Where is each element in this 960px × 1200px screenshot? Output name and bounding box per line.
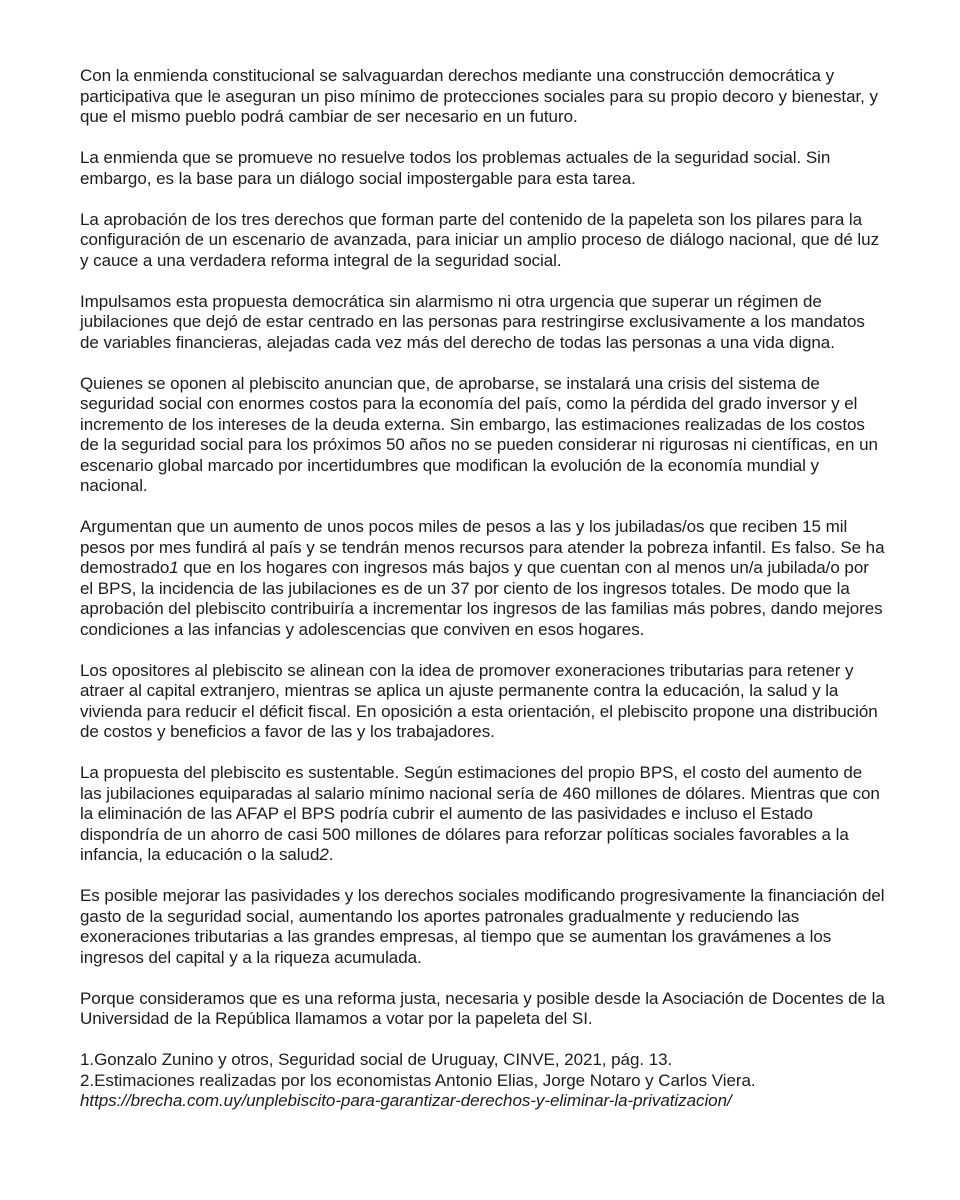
source-link[interactable]: https://brecha.com.uy/unplebiscito-para-garantizar-derechos-y-eliminar-la-privatizacion/	[80, 1091, 732, 1110]
paragraph-enmienda-constitucional: Con la enmienda constitucional se salvaguardan derechos mediante una construcción democrática y participativa que le aseguran un piso mínimo de protecciones sociales para su propio decoro y bienestar, y que el mismo pueblo podrá cambiar de ser necesario en un futuro.	[80, 66, 878, 126]
paragraph-argumentan	[80, 517, 886, 640]
paragraph-quienes-se-oponen: Quienes se oponen al plebiscito anuncian que, de aprobarse, se instalará una crisis del sistema de seguridad social con enormes costos para la economía del país, como la pérdida del grado inversor y el incremento de los intereses de la deuda externa. Sin embargo, las estimaciones realizadas de los costos de la seguridad social para los próximos 50 años no se pueden considerar ni rigurosas ni científicas, en un escenario global marcado por incertidumbres que modifican la evolución de la economía mundial y nacional.	[80, 373, 878, 495]
paragraph-argumentan-text-b: que en los hogares con ingresos más bajos y que cuentan con al menos un/a jubilada/o por el BPS, la incidencia de las jubilaciones es de un 37 por ciento de los ingresos totales. De modo que la aprobación del plebiscito contribuiría a incrementar los ingresos de las familias más pobres, dando mejores condiciones a las infancias y adolescencias que conviven en esos hogares.	[80, 558, 883, 639]
footnotes	[80, 1050, 886, 1112]
paragraph-impulsamos: Impulsamos esta propuesta democrática sin alarmismo ni otra urgencia que superar un régimen de jubilaciones que dejó de estar centrado en las personas para restringirse exclusivamente a los mandatos de variables financieras, alejadas cada vez más del derecho de todas las personas a una vida digna.	[80, 291, 865, 352]
footnote-2: 2.Estimaciones realizadas por los economistas Antonio Elias, Jorge Notaro y Carlos Viera.	[80, 1070, 756, 1090]
paragraph-porque-consideramos: Porque consideramos que es una reforma justa, necesaria y posible desde la Asociación de Docentes de la Universidad de la República llamamos a votar por la papeleta del SI.	[80, 988, 885, 1028]
paragraph-opositores: Los opositores al plebiscito se alinean con la idea de promover exoneraciones tributarias para retener y atraer al capital extranjero, mientras se aplica un ajuste permanente contra la educación, la salud y la vivienda para reducir el déficit fiscal. En oposición a esta orientación, el plebiscito propone una distribución de costos y beneficios a favor de las y los trabajadores.	[80, 660, 878, 741]
paragraph-sustentable-text-a: La propuesta del plebiscito es sustentable. Según estimaciones del propio BPS, el costo del aumento de las jubilaciones equiparadas al salario mínimo nacional sería de 460 millones de dólares. Mientras que con la eliminación de las AFAP el BPS podría cubrir el aumento de las pasividades e incluso el Estado dispondría de un ahorro de casi 500 millones de dólares para reforzar políticas sociales favorables a la infancia, la educación o la salud	[80, 763, 880, 864]
paragraph-sustentable	[80, 763, 886, 866]
paragraph-aprobacion-derechos: La aprobación de los tres derechos que forman parte del contenido de la papeleta son los pilares para la configuración de un escenario de avanzada, para iniciar un amplio proceso de diálogo nacional, que dé luz y cauce a una verdadera reforma integral de la seguridad social.	[80, 209, 880, 270]
footnote-1: 1.Gonzalo Zunino y otros, Seguridad social de Uruguay, CINVE, 2021, pág. 13.	[80, 1050, 673, 1069]
article-body	[80, 66, 886, 1112]
paragraph-enmienda-no-resuelve: La enmienda que se promueve no resuelve todos los problemas actuales de la seguridad social. Sin embargo, es la base para un diálogo social impostergable para esta tarea.	[80, 148, 831, 188]
paragraph-es-posible: Es posible mejorar las pasividades y los derechos sociales modificando progresivamente la financiación del gasto de la seguridad social, aumentando los aportes patronales gradualmente y reduciendo las exoneraciones tributarias a las grandes empresas, al tiempo que se aumentan los gravámenes a los ingresos del capital y a la riqueza acumulada.	[80, 886, 885, 967]
footnote-ref-1: 1	[169, 558, 179, 577]
paragraph-argumentan-text-a: Argumentan que un aumento de unos pocos miles de pesos a las y los jubiladas/os que reciben 15 mil pesos por mes fundirá al país y se tendrán menos recursos para atender la pobreza infantil. Es falso. Se ha demostrado	[80, 517, 885, 577]
paragraph-sustentable-text-b: .	[328, 845, 334, 864]
footnote-ref-2: 2	[319, 845, 329, 864]
